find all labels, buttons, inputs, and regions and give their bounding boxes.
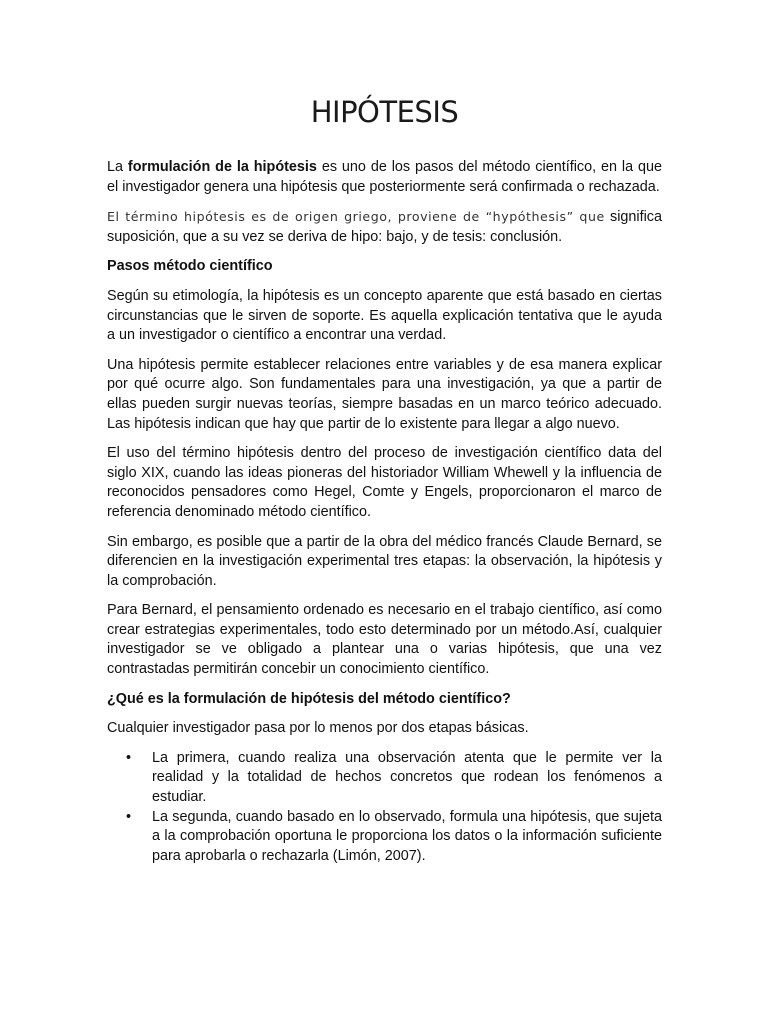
body-paragraph: Sin embargo, es posible que a partir de la obra del médico francés Claude Bernard, se diferencien en la investigación experimental tres etapas: la observación, la hipótesis y la comprobación. bbox=[107, 533, 662, 589]
intro-rest: es uno de los pasos del método científico, en la que el investigador genera una hipótesis que posteriormente será confirmada o rechazada. bbox=[107, 159, 662, 195]
document-page bbox=[107, 92, 662, 866]
bullet-icon: • bbox=[126, 808, 132, 825]
intro-bold-term: formulación de la hipótesis bbox=[127, 159, 317, 175]
body-paragraph: Para Bernard, el pensamiento ordenado es necesario en el trabajo científico, así como crear estrategias experimentales, todo esto determinado por un método.Así, cualquier investigador se ve obligado a plantear una o varias hipótesis, que una vez contrastadas permitirán concebir un conocimiento científico. bbox=[107, 602, 662, 678]
question-heading: ¿Qué es la formulación de hipótesis del método científico? bbox=[107, 690, 511, 707]
etymology-rest: significa suposición, que a su vez se deriva de hipo: bajo, y de tesis: conclusión. bbox=[107, 209, 662, 245]
steps-heading: Pasos método científico bbox=[107, 258, 273, 275]
stages-intro: Cualquier investigador pasa por lo menos por dos etapas básicas. bbox=[107, 720, 529, 737]
body-paragraph: Según su etimología, la hipótesis es un concepto aparente que está basado en ciertas circunstancias que le sirven de soporte. Es aquella explicación tentativa que le ayuda a un investigador o científico a encontrar una verdad. bbox=[107, 287, 662, 344]
body-paragraph: Una hipótesis permite establecer relaciones entre variables y de esa manera explicar por qué ocurre algo. Son fundamentales para una investigación, ya que a partir de ellas pueden surgir nuevas teorías, siempre basadas en un marco teórico adecuado. Las hipótesis indican que hay que partir de lo existente para llegar a algo nuevo. bbox=[107, 356, 662, 432]
list-item bbox=[107, 808, 662, 867]
list-item-text: La primera, cuando realiza una observación atenta que le permite ver la realidad y la totalidad de hechos concretos que rodean los fenómenos a estudiar. bbox=[152, 749, 662, 806]
etymology-lead: El término hipótesis es de origen griego, proviene de “hypóthesis” que bbox=[107, 209, 605, 225]
document-title: HIPÓTESIS bbox=[310, 95, 459, 129]
intro-paragraph bbox=[107, 158, 662, 197]
body-paragraph: El uso del término hipótesis dentro del proceso de investigación científico data del siglo XIX, cuando las ideas pioneras del historiador William Whewell y la influencia de reconocidos pensadores como Hegel, Comte y Engels, proporcionaron el marco de referencia denominado método científico. bbox=[107, 445, 662, 520]
stages-list bbox=[107, 749, 662, 867]
list-item-text: La segunda, cuando basado en lo observado, formula una hipótesis, que sujeta a la comprobación oportuna le proporciona los datos o la información suficiente para aprobarla o rechazarla (Limón, 2007). bbox=[152, 808, 662, 864]
list-item bbox=[107, 749, 662, 808]
bullet-icon: • bbox=[126, 749, 132, 766]
intro-prefix: La bbox=[107, 159, 128, 175]
etymology-paragraph bbox=[107, 207, 662, 247]
